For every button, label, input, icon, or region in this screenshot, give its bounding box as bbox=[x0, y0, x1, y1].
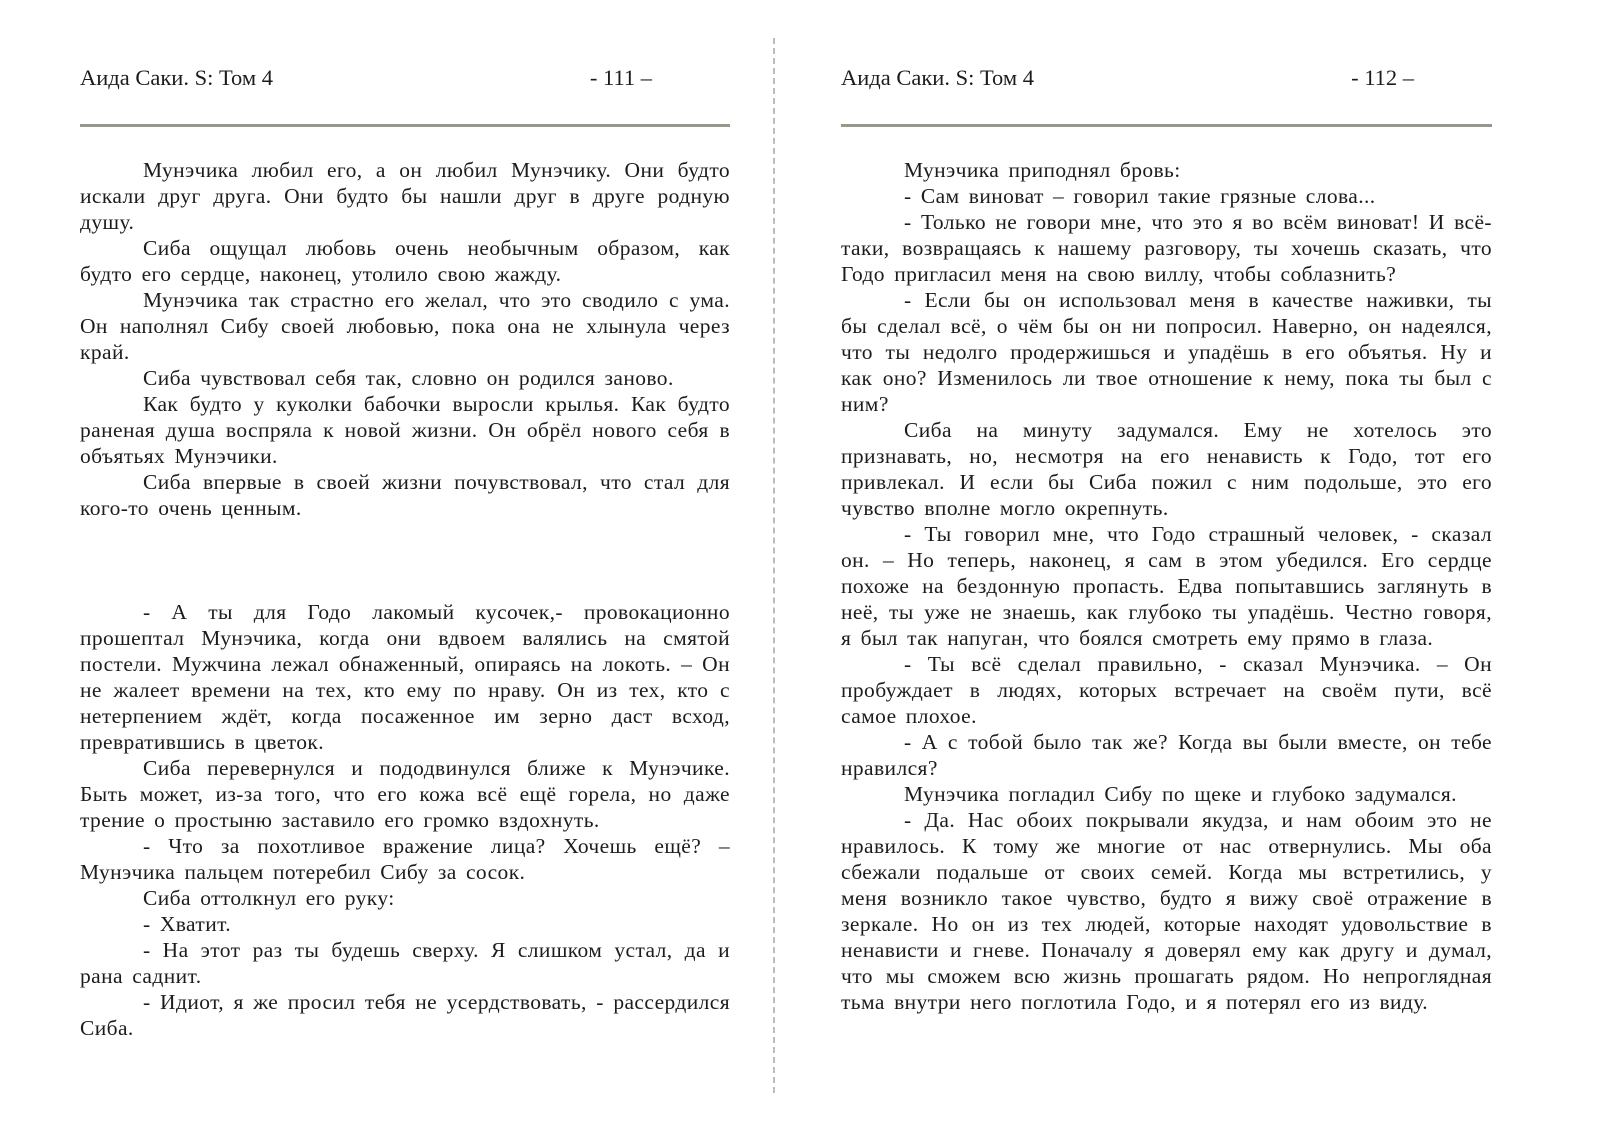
paragraph: Сиба ощущал любовь очень необычным образом, как будто его сердце, наконец, утолило свою жажду. bbox=[80, 236, 730, 286]
page-divider-dashed-line bbox=[773, 38, 775, 1093]
page-body bbox=[80, 157, 730, 1041]
paragraph: - Только не говори мне, что это я во всём виноват! И всё-таки, возвращаясь к нашему разговору, ты хочешь сказать, что Годо пригласил меня на свою виллу, чтобы соблазнить? bbox=[841, 210, 1492, 286]
book-page-left bbox=[80, 0, 730, 1041]
paragraph: - А с тобой было так же? Когда вы были вместе, он тебе нравился? bbox=[841, 730, 1492, 780]
paragraph: - Хватит. bbox=[143, 912, 232, 936]
paragraph: - Да. Нас обоих покрывали якудза, и нам обоим это не нравилось. К тому же многие от нас отвернулись. Мы оба сбежали подальше от своих семей. Когда мы встретились, у меня возникло такое чувство, будто я вижу своё отражение в зеркале. Но он из тех людей, которые находят удовольствие в ненависти и гневе. Поначалу я доверял ему как другу и думал, что мы сможем всю жизнь прошагать рядом. Но непроглядная тьма внутри него поглотила Годо, и я потерял его из виду. bbox=[841, 808, 1492, 1014]
paragraph: Сиба чувствовал себя так, словно он родился заново. bbox=[143, 366, 674, 390]
page-number: - 112 – bbox=[1351, 65, 1414, 90]
book-title: Аида Саки. S: Том 4 bbox=[80, 65, 273, 90]
paragraph: - Ты говорил мне, что Годо страшный человек, - сказал он. – Но теперь, наконец, я сам в этом убедился. Его сердце похоже на бездонную пропасть. Едва попытавшись заглянуть в неё, ты уже не знаешь, как глубоко ты упадёшь. Честно говоря, я был так напуган, что боялся смотреть ему прямо в глаза. bbox=[841, 522, 1492, 650]
page-header bbox=[841, 64, 1492, 91]
paragraph: Сиба оттолкнул его руку: bbox=[143, 886, 395, 910]
paragraph: Как будто у куколки бабочки выросли крылья. Как будто раненая душа воспряла к новой жизни. Он обрёл нового себя в объятьях Мунэчики. bbox=[80, 392, 730, 468]
paragraph: Мунэчика приподнял бровь: bbox=[904, 158, 1181, 182]
book-page-right bbox=[841, 0, 1492, 1015]
paragraph: Сиба на минуту задумался. Ему не хотелось это признавать, но, несмотря на его ненависть к Годо, тот его привлекал. И если бы Сиба пожил с ним подольше, это его чувство вполне могло окрепнуть. bbox=[841, 418, 1492, 520]
page-body bbox=[841, 157, 1492, 1015]
paragraph: Сиба впервые в своей жизни почувствовал, что стал для кого-то очень ценным. bbox=[80, 470, 730, 520]
header-rule bbox=[80, 124, 730, 127]
paragraph: - Что за похотливое вражение лица? Хочешь ещё? – Мунэчика пальцем потеребил Сибу за сосок. bbox=[80, 834, 730, 884]
header-rule bbox=[841, 124, 1492, 127]
paragraph: Мунэчика любил его, а он любил Мунэчику. Они будто искали друг друга. Они будто бы нашли друг в друге родную душу. bbox=[80, 158, 730, 234]
paragraph: - А ты для Годо лакомый кусочек,- провокационно прошептал Мунэчика, когда они вдвоем валялись на смятой постели. Мужчина лежал обнаженный, опираясь на локоть. – Он не жалеет времени на тех, кто ему по нраву. Он из тех, кто с нетерпением ждёт, когда посаженное им зерно даст всход, превратившись в цветок. bbox=[80, 600, 730, 754]
paragraph: - На этот раз ты будешь сверху. Я слишком устал, да и рана саднит. bbox=[80, 938, 730, 988]
paragraph: - Если бы он использовал меня в качестве наживки, ты бы сделал всё, о чём бы он ни попросил. Наверно, он надеялся, что ты недолго продержишься и упадёшь в его объятья. Ну и как оно? Изменилось ли твое отношение к нему, пока ты был с ним? bbox=[841, 288, 1492, 416]
paragraph: Мунэчика погладил Сибу по щеке и глубоко задумался. bbox=[904, 782, 1457, 806]
paragraph: Сиба перевернулся и пододвинулся ближе к Мунэчике. Быть может, из-за того, что его кожа всё ещё горела, но даже трение о простыню заставило его громко вздохнуть. bbox=[80, 756, 730, 832]
paragraph: - Идиот, я же просил тебя не усердствовать, - рассердился Сиба. bbox=[80, 990, 730, 1040]
paragraph: - Ты всё сделал правильно, - сказал Мунэчика. – Он пробуждает в людях, которых встречает на своём пути, всё самое плохое. bbox=[841, 652, 1492, 728]
paragraph: - Сам виноват – говорил такие грязные слова... bbox=[904, 184, 1376, 208]
page-header bbox=[80, 64, 730, 91]
page-number: - 111 – bbox=[589, 65, 652, 90]
book-title: Аида Саки. S: Том 4 bbox=[841, 65, 1034, 90]
paragraph: Мунэчика так страстно его желал, что это сводило с ума. Он наполнял Сибу своей любовью, пока она не хлынула через край. bbox=[80, 288, 730, 364]
